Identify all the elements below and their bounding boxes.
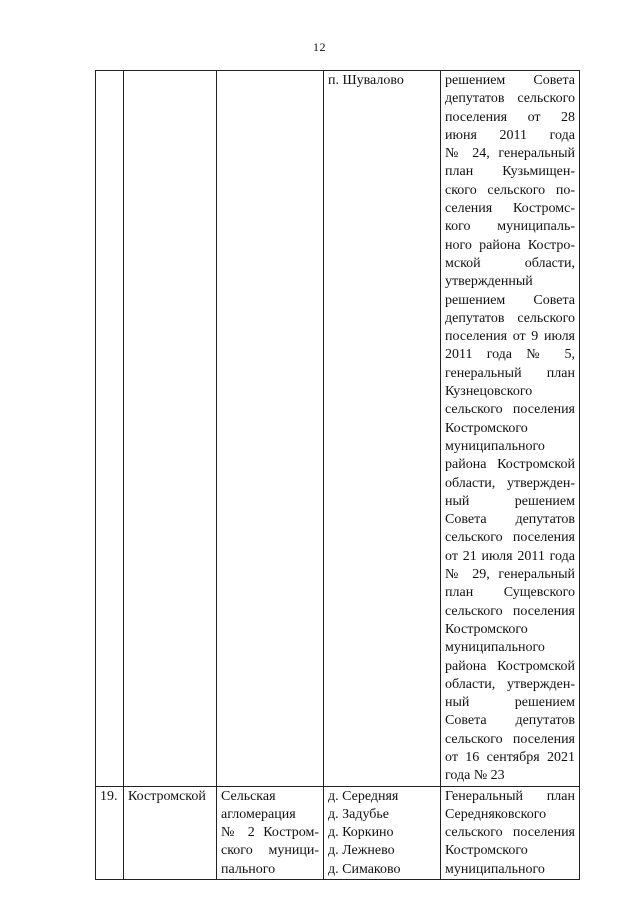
- settlement-name: д. Середняя: [328, 788, 399, 804]
- text-line: области, утвержден-: [445, 475, 575, 491]
- text-line: селения Костромс-: [445, 201, 575, 217]
- cell-settlements: [324, 71, 441, 787]
- text-line: Кузнецовского: [445, 384, 533, 400]
- settlement-name: д. Задубье: [328, 806, 390, 822]
- text-line: ного района Костро-: [445, 237, 575, 253]
- text-line: Совета депутатов: [445, 512, 575, 528]
- cell-number: [96, 71, 124, 787]
- text-line: генеральный план: [445, 365, 575, 381]
- text-line: поселения от 9 июля: [445, 329, 575, 345]
- settlement-name: д. Симаково: [328, 861, 401, 877]
- cell-documents: [441, 71, 580, 787]
- text-line: Костромского: [445, 843, 528, 859]
- text-line: Совета депутатов: [445, 713, 575, 729]
- cell-agglomeration: [217, 786, 324, 879]
- text-line: № 2 Костром-: [221, 825, 319, 841]
- table-row: [96, 71, 580, 787]
- cell-agglomeration: [217, 71, 324, 787]
- text-line: муниципального: [445, 438, 545, 454]
- text-line: ный решением: [445, 493, 575, 509]
- text-line: Костромского: [445, 420, 528, 436]
- text-line: пального: [221, 861, 276, 877]
- settlement-name: д. Коркино: [328, 825, 394, 841]
- text-line: депутатов сельского: [445, 310, 575, 326]
- document-table: [95, 70, 580, 880]
- text-line: области, утвержден-: [445, 676, 575, 692]
- text-line: Генеральный план: [445, 788, 575, 804]
- text-line: ный решением: [445, 695, 575, 711]
- text-line: депутатов сельского: [445, 91, 575, 107]
- table-row: [96, 786, 580, 879]
- text-line: июня 2011 года: [445, 127, 575, 143]
- text-line: решением Совета: [445, 73, 575, 88]
- text-line: № 24, генеральный: [445, 146, 575, 162]
- settlement-name: д. Лежнево: [328, 843, 395, 859]
- text-line: утвержденный: [445, 274, 533, 290]
- cell-district: Костромской: [124, 786, 217, 879]
- page-number: 12: [313, 40, 326, 54]
- text-line: сельского поселения: [445, 603, 575, 619]
- text-line: сельского поселения: [445, 530, 575, 546]
- text-line: района Костромской: [445, 658, 575, 674]
- text-line: решением Совета: [445, 292, 575, 308]
- text-line: агломерация: [221, 806, 296, 822]
- text-line: Сельская: [221, 788, 276, 804]
- cell-district: [124, 71, 217, 787]
- text-line: кого муниципаль-: [445, 219, 575, 235]
- settlement-name: п. Шувалово: [328, 73, 404, 88]
- text-line: ского сельского по-: [445, 182, 575, 198]
- text-line: мской области,: [445, 255, 575, 271]
- text-line: сельского поселения: [445, 402, 575, 418]
- text-line: Середняковского: [445, 806, 547, 822]
- text-line: 2011 года № 5,: [445, 347, 575, 363]
- cell-number: 19.: [96, 786, 124, 879]
- text-line: сельского поселения: [445, 825, 575, 841]
- text-line: ского муници-: [221, 843, 319, 859]
- text-line: от 21 июля 2011 года: [445, 548, 575, 564]
- text-line: план Сущевского: [445, 585, 575, 601]
- cell-settlements: [324, 786, 441, 879]
- text-line: сельского поселения: [445, 731, 575, 747]
- text-line: от 16 сентября 2021: [445, 749, 575, 765]
- text-line: муниципального: [445, 861, 545, 877]
- text-line: Костромского: [445, 621, 528, 637]
- text-line: план Кузьмищен-: [445, 164, 575, 180]
- text-line: года № 23: [445, 768, 505, 784]
- cell-documents: [441, 786, 580, 879]
- text-line: района Костромской: [445, 457, 575, 473]
- text-line: муниципального: [445, 640, 545, 656]
- text-line: поселения от 28: [445, 109, 575, 125]
- text-line: № 29, генеральный: [445, 567, 575, 583]
